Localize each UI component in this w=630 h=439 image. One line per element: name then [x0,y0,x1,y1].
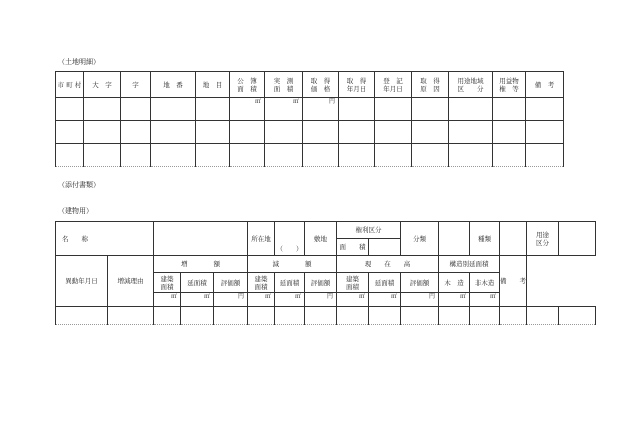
header-registered-area [230,72,265,98]
land-details-table [55,71,564,167]
header-acquisition-cause-top: 取 得 [420,76,440,85]
cell[interactable] [265,144,303,167]
header-zoning [449,72,493,98]
use-value[interactable] [559,222,596,256]
land-data-row [56,144,564,167]
building-name-row-1 [56,222,596,239]
unit-sqm: ㎡ [292,98,299,105]
cell[interactable] [108,307,154,325]
header-acquisition-cause-bottom: 原 因 [420,84,440,93]
unit-sqm: ㎡ [170,293,177,300]
cell[interactable] [121,121,151,144]
cur-floor-area [369,273,401,293]
unit-cell [181,293,214,307]
current-text: 現 在 高 [364,260,411,268]
area-label [337,239,369,256]
header-acquisition-price-bottom: 価 格 [310,84,331,93]
building-change-header-row [56,256,596,273]
unit-yen: 円 [428,293,435,300]
increase-label [154,256,248,273]
cell[interactable] [401,307,439,325]
cell[interactable] [303,144,339,167]
decrease-label [248,256,337,273]
unit-cell [305,293,337,307]
reason-text: 増減理由 [117,277,144,285]
cell[interactable] [56,307,108,325]
unit-cell [369,293,401,307]
unit-sqm: ㎡ [294,293,301,300]
type-label-text: 種類 [478,234,491,243]
unit-sqm: ㎡ [203,293,210,300]
dec-floor-area [275,273,305,293]
building-remarks-text: 備 考 [500,277,526,285]
cur-floor-area-text: 延面積 [374,278,395,287]
cell[interactable] [449,121,493,144]
cur-building-area [337,273,369,293]
change-date-text: 異動年月日 [65,277,98,285]
unit-cell [248,293,275,307]
dec-building-area-bottom: 面積 [254,282,268,291]
land-data-row [56,98,564,121]
classification-label [401,222,439,256]
location-paren: （ ） [276,245,303,253]
change-date-label [56,256,108,307]
cell[interactable] [84,121,121,144]
header-acquisition-price-top: 取 得 [310,76,331,85]
cell[interactable] [439,307,470,325]
area-label-text: 面 積 [339,243,366,251]
unit-cell [439,293,470,307]
header-acquisition-date-top: 取 得 [346,76,367,85]
cell[interactable] [559,307,596,325]
header-lot-number-label: 地 番 [163,80,183,89]
unit-cell [401,293,439,307]
unit-sqm: ㎡ [489,293,496,300]
site-label [305,222,337,256]
name-label [56,222,154,256]
cell[interactable] [339,144,375,167]
cell-acq-date[interactable] [339,98,375,121]
cell[interactable] [412,121,449,144]
unit-cell [337,293,369,307]
classification-value[interactable] [439,222,470,256]
header-registration-date-top: 登 記 [383,76,403,85]
header-city [56,72,84,98]
cell[interactable] [181,307,214,325]
cell-reg-date[interactable] [375,98,412,121]
header-zoning-bottom: 区 分 [457,84,484,93]
cell[interactable] [375,121,412,144]
land-header-row [56,72,564,98]
header-usufruct-top: 用益物 [499,76,519,85]
unit-sqm: ㎡ [254,98,261,105]
cell-city[interactable] [56,98,84,121]
header-surveyed-area [265,72,303,98]
cell[interactable] [369,307,401,325]
inc-building-area-top: 建築 [160,274,174,283]
cell-acquisition-price[interactable] [303,98,339,121]
header-registration-date-bottom: 年月日 [383,84,403,93]
nonwood-text: 非木造 [474,278,495,287]
header-land-category [196,72,230,98]
section-building: （建物用） [58,207,93,215]
cur-valuation [401,273,439,293]
wood-label [439,273,470,293]
section-land-details: （土地明細） [58,58,100,66]
header-city-label: 市 町 村 [57,80,82,89]
cell[interactable] [493,121,526,144]
area-value[interactable] [369,239,401,256]
header-registered-area-top: 公 簿 [237,76,257,85]
cell[interactable] [151,144,196,167]
dec-valuation-text: 評価額 [310,278,331,287]
cell[interactable] [303,121,339,144]
header-zoning-top: 用途地域 [457,76,484,85]
header-registration-date [375,72,412,98]
cur-building-area-top: 建築 [346,274,359,283]
unit-cell [470,293,500,307]
cell-cause[interactable] [412,98,449,121]
cell-oaza[interactable] [84,98,121,121]
wood-text: 木 造 [444,278,464,287]
header-surveyed-area-bottom: 面 積 [273,84,294,93]
cell[interactable] [275,307,305,325]
inc-floor-area-text: 延面積 [187,278,207,287]
cell[interactable] [470,307,500,325]
header-oaza [84,72,121,98]
header-land-category-label: 地 目 [202,80,223,89]
cell[interactable] [375,144,412,167]
use-label-top: 用途 [536,230,549,239]
rights-label [337,222,401,239]
unit-cell [154,293,181,307]
header-registered-area-bottom: 面 積 [237,84,257,93]
unit-sqm: ㎡ [390,293,397,300]
unit-yen: 円 [328,98,335,105]
cell[interactable] [265,121,303,144]
header-lot-number [151,72,196,98]
unit-sqm: ㎡ [358,293,365,300]
cell[interactable] [412,144,449,167]
cell[interactable] [248,307,275,325]
header-usufruct-rights [493,72,526,98]
rights-label-text: 権利区分 [355,226,382,234]
header-surveyed-area-top: 実 測 [273,76,294,85]
inc-building-area [154,273,181,293]
cell-zoning[interactable] [449,98,493,121]
building-table [55,221,596,325]
building-remarks-label [500,256,527,307]
land-data-row [56,121,564,144]
cell[interactable] [230,144,265,167]
cell[interactable] [56,121,84,144]
use-label-bottom: 区分 [536,238,549,247]
header-remarks-label: 備 考 [534,80,555,89]
cell[interactable] [230,121,265,144]
dec-floor-area-text: 延面積 [279,278,300,287]
cell[interactable] [500,307,527,325]
structure-text: 構造別延面積 [449,260,489,268]
reason-label [108,256,154,307]
header-aza-label: 字 [132,80,139,89]
cell-surveyed-area[interactable] [265,98,303,121]
inc-valuation-text: 評価額 [220,278,241,287]
decrease-text: 減 額 [272,260,312,268]
cell-registered-area[interactable] [230,98,265,121]
cell[interactable] [196,144,230,167]
cell-remarks[interactable] [526,98,564,121]
unit-cell [214,293,248,307]
cell[interactable] [214,307,248,325]
inc-building-area-bottom: 面積 [160,282,174,291]
unit-cell [275,293,305,307]
header-acquisition-date [339,72,375,98]
location-label [248,222,275,256]
header-acquisition-price [303,72,339,98]
structure-label [439,256,500,273]
cell[interactable] [337,307,369,325]
cell[interactable] [449,144,493,167]
cell-aza[interactable] [121,98,151,121]
header-oaza-label: 大 字 [92,80,112,89]
dec-valuation [305,273,337,293]
cell[interactable] [56,144,84,167]
header-remarks [526,72,564,98]
cell-category[interactable] [196,98,230,121]
type-value[interactable] [500,222,527,256]
type-label [470,222,500,256]
dec-building-area-top: 建築 [254,274,268,283]
classification-label-text: 分類 [413,234,426,243]
inc-floor-area [181,273,214,293]
cell[interactable] [305,307,337,325]
cur-valuation-text: 評価額 [409,278,430,287]
cell[interactable] [527,307,559,325]
location-label-text: 所在地 [251,234,271,243]
cell[interactable] [154,307,181,325]
unit-sqm: ㎡ [459,293,466,300]
cur-building-area-bottom: 面積 [346,282,359,291]
header-aza [121,72,151,98]
dec-building-area [248,273,275,293]
unit-yen: 円 [237,293,244,300]
building-data-row [56,307,596,325]
name-value[interactable] [154,222,248,256]
cell[interactable] [526,121,564,144]
header-usufruct-bottom: 権 等 [499,84,519,93]
cell-usufruct[interactable] [493,98,526,121]
section-attachments: （添付書類） [58,181,100,189]
cell-lot[interactable] [151,98,196,121]
cell[interactable] [196,121,230,144]
inc-valuation [214,273,248,293]
cell[interactable] [84,144,121,167]
nonwood-label [470,273,500,293]
unit-sqm: ㎡ [264,293,271,300]
cell[interactable] [339,121,375,144]
cell[interactable] [526,144,564,167]
cell[interactable] [151,121,196,144]
use-label [527,222,559,256]
location-value[interactable] [275,222,305,256]
current-label [337,256,439,273]
site-label-text: 敷地 [314,234,327,243]
name-label-text: 名 称 [62,234,88,243]
increase-text: 増 額 [181,260,220,268]
cell[interactable] [493,144,526,167]
header-acquisition-cause [412,72,449,98]
unit-yen: 円 [326,293,333,300]
cell[interactable] [121,144,151,167]
header-acquisition-date-bottom: 年月日 [346,84,367,93]
